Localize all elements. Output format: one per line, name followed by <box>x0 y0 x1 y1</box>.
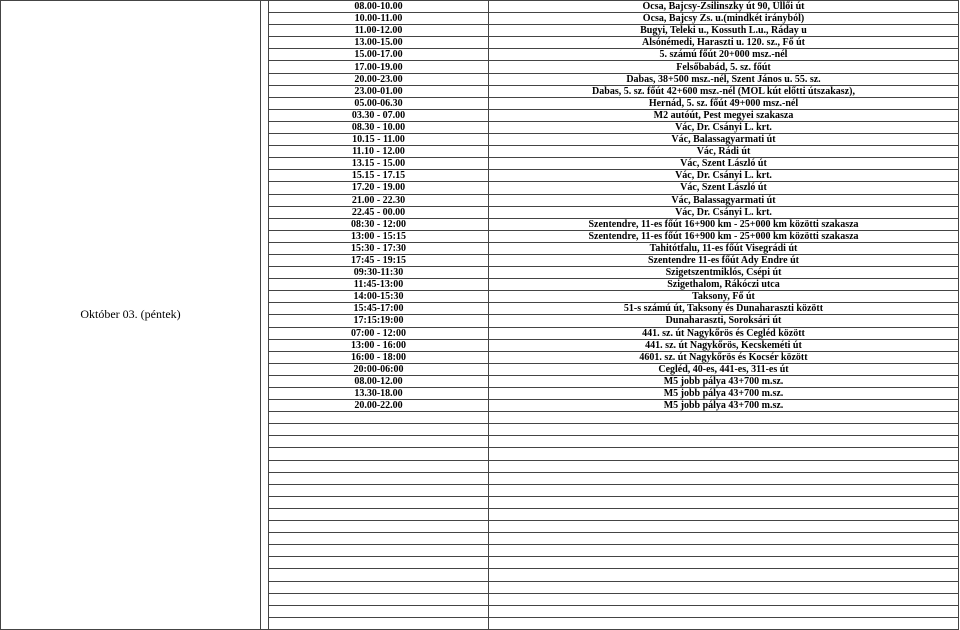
time-cell: 16:00 - 18:00 <box>269 351 489 363</box>
time-cell: 13:00 - 15:15 <box>269 230 489 242</box>
location-cell: Szentendre 11-es főút Ady Endre út <box>489 254 959 266</box>
location-cell: Vác, Szent László út <box>489 158 959 170</box>
time-cell: 15:45-17:00 <box>269 303 489 315</box>
day-label: Október 03. (péntek) <box>1 1 261 630</box>
time-cell: 17.20 - 19.00 <box>269 182 489 194</box>
time-cell <box>269 569 489 581</box>
location-cell: Vác, Balassagyarmati út <box>489 134 959 146</box>
time-cell <box>269 460 489 472</box>
location-cell: Szigetszentmiklós, Csépi út <box>489 267 959 279</box>
time-cell <box>269 484 489 496</box>
location-cell: Vác, Dr. Csányi L. krt. <box>489 121 959 133</box>
location-cell: Szentendre, 11-es főút 16+900 km - 25+000 km közötti szakasza <box>489 230 959 242</box>
time-cell: 20:00-06:00 <box>269 363 489 375</box>
time-cell: 20.00-22.00 <box>269 400 489 412</box>
time-cell: 03.30 - 07.00 <box>269 109 489 121</box>
location-cell: 5. számú főút 20+000 msz.-nél <box>489 49 959 61</box>
location-cell: Ócsa, Bajcsy-Zsilinszky út 90, Üllői út <box>489 1 959 13</box>
location-cell: Cegléd, 40-es, 441-es, 311-es út <box>489 363 959 375</box>
time-cell: 13.15 - 15.00 <box>269 158 489 170</box>
schedule-body <box>1 1 959 630</box>
location-cell <box>489 448 959 460</box>
time-cell: 13:00 - 16:00 <box>269 339 489 351</box>
time-cell <box>269 472 489 484</box>
location-cell: Ócsa, Bajcsy Zs. u.(mindkét irányból) <box>489 13 959 25</box>
location-cell <box>489 412 959 424</box>
location-cell: Alsónémedi, Haraszti u. 120. sz., Fő út <box>489 37 959 49</box>
time-cell: 21.00 - 22.30 <box>269 194 489 206</box>
location-cell <box>489 460 959 472</box>
time-cell <box>269 533 489 545</box>
time-cell <box>269 448 489 460</box>
location-cell: Dunaharaszti, Soroksári út <box>489 315 959 327</box>
time-cell: 15.00-17.00 <box>269 49 489 61</box>
time-cell <box>269 557 489 569</box>
location-cell: Szigethalom, Rákóczi utca <box>489 279 959 291</box>
time-cell: 17.00-19.00 <box>269 61 489 73</box>
time-cell: 13.00-15.00 <box>269 37 489 49</box>
time-cell: 08.00-12.00 <box>269 375 489 387</box>
time-cell: 13.30-18.00 <box>269 388 489 400</box>
time-cell: 08.30 - 10.00 <box>269 121 489 133</box>
location-cell: M5 jobb pálya 43+700 m.sz. <box>489 388 959 400</box>
location-cell: Bugyi, Teleki u., Kossuth L.u., Ráday u <box>489 25 959 37</box>
time-cell: 15:30 - 17:30 <box>269 242 489 254</box>
time-cell <box>269 521 489 533</box>
location-cell: M5 jobb pálya 43+700 m.sz. <box>489 375 959 387</box>
time-cell <box>269 496 489 508</box>
time-cell: 17:15:19:00 <box>269 315 489 327</box>
time-cell <box>269 581 489 593</box>
location-cell <box>489 472 959 484</box>
location-cell: Vác, Balassagyarmati út <box>489 194 959 206</box>
time-cell: 07:00 - 12:00 <box>269 327 489 339</box>
time-cell: 05.00-06.30 <box>269 97 489 109</box>
location-cell: Taksony, Fő út <box>489 291 959 303</box>
location-cell: 441. sz. út Nagykőrös, Kecskeméti út <box>489 339 959 351</box>
time-cell <box>269 617 489 629</box>
location-cell <box>489 605 959 617</box>
location-cell <box>489 508 959 520</box>
location-cell: Vác, Rádi út <box>489 146 959 158</box>
time-cell <box>269 605 489 617</box>
time-cell: 11:45-13:00 <box>269 279 489 291</box>
location-cell: 441. sz. út Nagykőrös és Cegléd között <box>489 327 959 339</box>
location-cell: Vác, Dr. Csányi L. krt. <box>489 206 959 218</box>
location-cell <box>489 557 959 569</box>
spacer-column <box>261 1 269 630</box>
time-cell: 08.00-10.00 <box>269 1 489 13</box>
location-cell: M2 autóút, Pest megyei szakasza <box>489 109 959 121</box>
time-cell: 22.45 - 00.00 <box>269 206 489 218</box>
time-cell: 08:30 - 12:00 <box>269 218 489 230</box>
location-cell: Vác, Szent László út <box>489 182 959 194</box>
location-cell: Tahitótfalu, 11-es főút Visegrádi út <box>489 242 959 254</box>
time-cell: 10.00-11.00 <box>269 13 489 25</box>
location-cell: Vác, Dr. Csányi L. krt. <box>489 170 959 182</box>
time-cell: 10.15 - 11.00 <box>269 134 489 146</box>
location-cell: M5 jobb pálya 43+700 m.sz. <box>489 400 959 412</box>
location-cell <box>489 436 959 448</box>
table-row <box>1 1 959 13</box>
time-cell <box>269 508 489 520</box>
location-cell <box>489 484 959 496</box>
time-cell <box>269 593 489 605</box>
time-cell: 23.00-01.00 <box>269 85 489 97</box>
time-cell: 11.00-12.00 <box>269 25 489 37</box>
time-cell <box>269 424 489 436</box>
time-cell: 20.00-23.00 <box>269 73 489 85</box>
time-cell: 11.10 - 12.00 <box>269 146 489 158</box>
time-cell <box>269 436 489 448</box>
location-cell <box>489 521 959 533</box>
location-cell <box>489 569 959 581</box>
time-cell: 09:30-11:30 <box>269 267 489 279</box>
location-cell <box>489 496 959 508</box>
location-cell: Szentendre, 11-es főút 16+900 km - 25+000 km közötti szakasza <box>489 218 959 230</box>
time-cell: 14:00-15:30 <box>269 291 489 303</box>
location-cell <box>489 424 959 436</box>
location-cell: Felsőbabád, 5. sz. főút <box>489 61 959 73</box>
location-cell <box>489 545 959 557</box>
time-cell <box>269 545 489 557</box>
time-cell: 15.15 - 17.15 <box>269 170 489 182</box>
location-cell <box>489 581 959 593</box>
location-cell <box>489 533 959 545</box>
location-cell: Dabas, 38+500 msz.-nél, Szent János u. 55. sz. <box>489 73 959 85</box>
time-cell <box>269 412 489 424</box>
time-cell: 17:45 - 19:15 <box>269 254 489 266</box>
location-cell: 51-s számú út, Taksony és Dunaharaszti között <box>489 303 959 315</box>
location-cell <box>489 617 959 629</box>
location-cell <box>489 593 959 605</box>
location-cell: Dabas, 5. sz. főút 42+600 msz.-nél (MOL kút előtti útszakasz), <box>489 85 959 97</box>
location-cell: 4601. sz. út Nagykőrös és Kocsér között <box>489 351 959 363</box>
location-cell: Hernád, 5. sz. főút 49+000 msz.-nél <box>489 97 959 109</box>
